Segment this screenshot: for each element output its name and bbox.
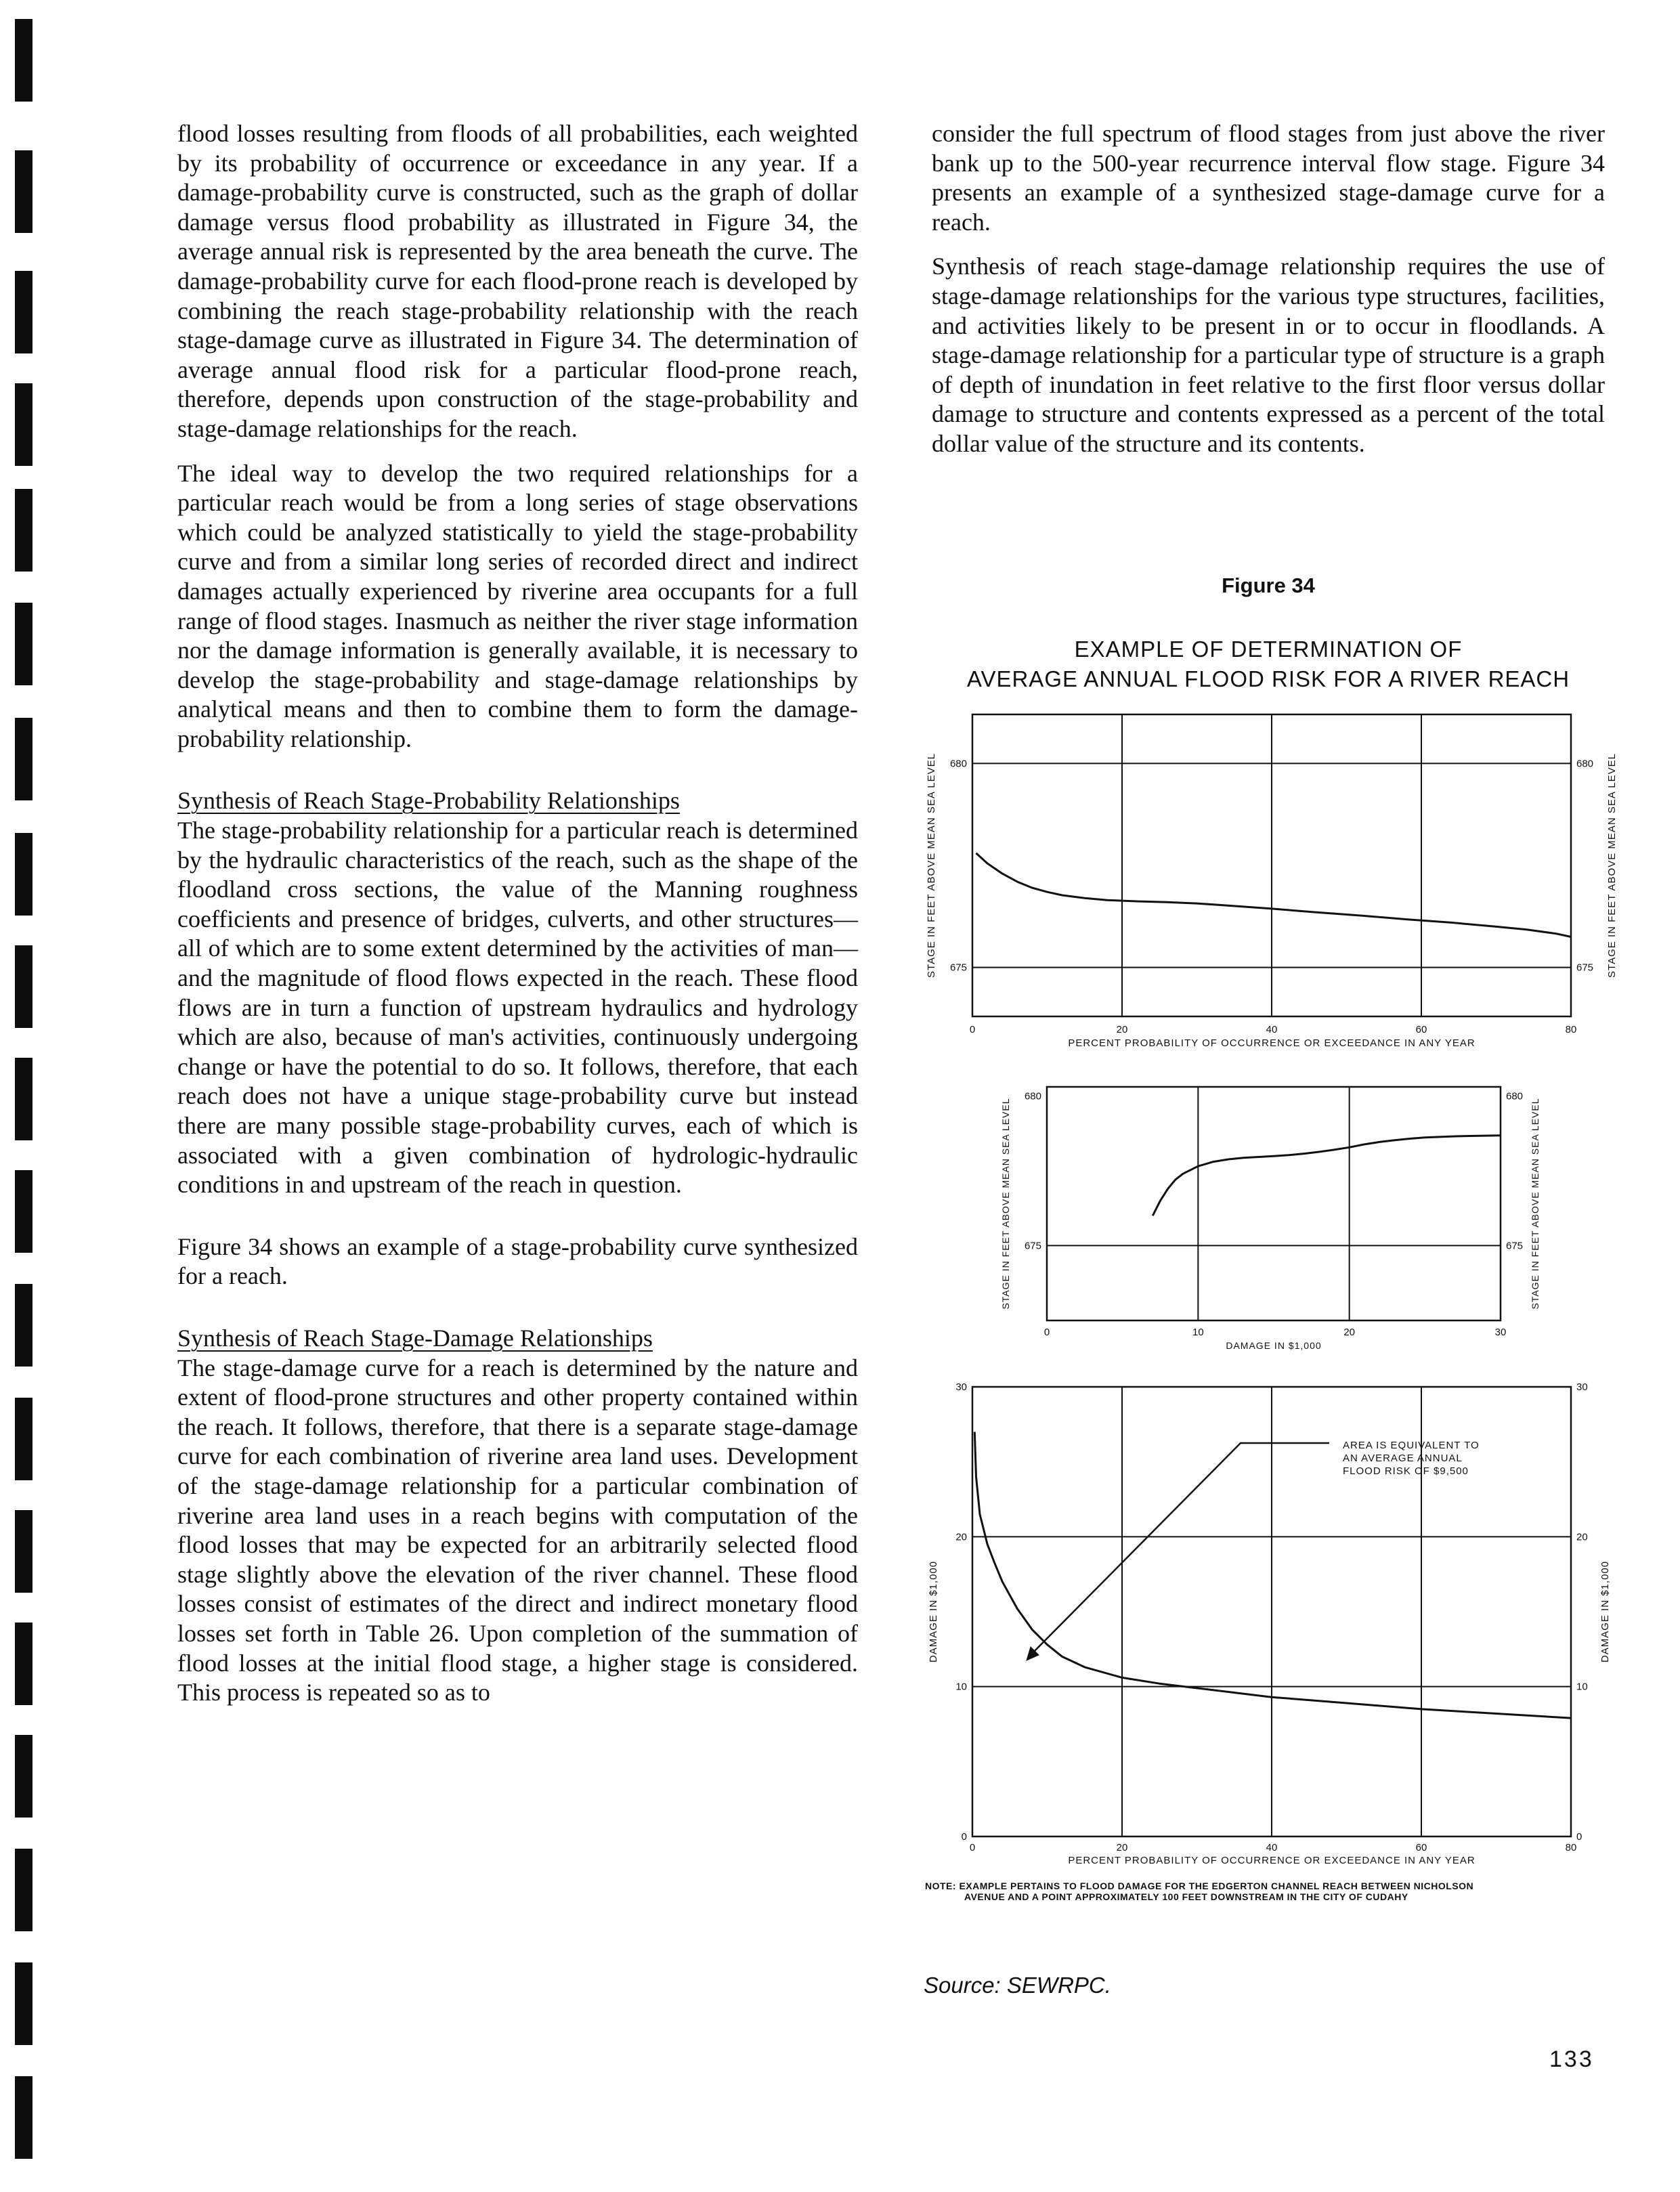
y-tick-label: 680 — [949, 758, 967, 770]
area-annotation — [1027, 1440, 1480, 1660]
figure-title-line: AVERAGE ANNUAL FLOOD RISK FOR A RIVER REACH — [966, 666, 1570, 691]
x-axis-label: PERCENT PROBABILITY OF OCCURRENCE OR EXCEEDANCE IN ANY YEAR — [1068, 1855, 1476, 1866]
x-tick-label: 30 — [1494, 1327, 1507, 1338]
x-tick-label: 20 — [1116, 1024, 1128, 1035]
y-tick-label: 30 — [955, 1381, 967, 1393]
section-heading: Synthesis of Reach Stage-Probability Relationships — [177, 787, 680, 815]
annotation-text: AN AVERAGE ANNUAL — [1343, 1453, 1463, 1464]
paragraph: The stage-damage curve for a reach is determined by the nature and extent of flood-prone structures and other property contained within the reach. It follows, therefore, that there is a separate stage-damage curve for each combination of riverine area land uses. Development of the stage-damage relationship for a particular combination of riverine area land uses in a reach begins with computation of the flood losses that may be expected for an arbitrarily selected flood stage slightly above the elevation of the river channel. These flood losses consist of estimates of the direct and indirect monetary flood losses set forth in Table 26. Upon completion of the summation of flood losses at the initial flood stage, a higher stage is considered. This process is repeated so as to — [177, 1354, 858, 1706]
figure-note — [925, 1881, 1473, 1902]
y-axis-label-right: STAGE IN FEET ABOVE MEAN SEA LEVEL — [1530, 1098, 1541, 1310]
y-tick-label-right: 0 — [1576, 1831, 1582, 1843]
y-tick-label: 675 — [1024, 1240, 1041, 1252]
y-tick-label-right: 680 — [1506, 1090, 1524, 1102]
figure-title-line: EXAMPLE OF DETERMINATION OF — [1074, 637, 1463, 662]
y-tick-label-right: 20 — [1576, 1531, 1588, 1543]
x-axis-label: PERCENT PROBABILITY OF OCCURRENCE OR EXCEEDANCE IN ANY YEAR — [1068, 1037, 1476, 1049]
note-text: AVENUE AND A POINT APPROXIMATELY 100 FEET DOWNSTREAM IN THE CITY OF CUDAHY — [964, 1891, 1408, 1902]
y-tick-label-right: 680 — [1576, 758, 1594, 770]
series-line — [1153, 1136, 1501, 1216]
annotation-text: AREA IS EQUIVALENT TO — [1343, 1440, 1480, 1451]
y-tick-label: 20 — [955, 1531, 967, 1543]
series-line — [976, 853, 1572, 937]
chart-stage-damage — [1000, 1087, 1541, 1351]
paragraph: consider the full spectrum of flood stages from just above the river bank up to the 500-year recurrence interval flow stage. Figure 34 presents an example of a synthesized stage-damage curve for a reach. — [932, 120, 1605, 236]
y-axis-label-right: STAGE IN FEET ABOVE MEAN SEA LEVEL — [1606, 753, 1618, 978]
page-number: 133 — [1549, 2046, 1594, 2072]
y-tick-label-right: 10 — [1576, 1681, 1588, 1693]
x-tick-label: 40 — [1266, 1024, 1278, 1035]
x-tick-label: 80 — [1565, 1842, 1577, 1853]
x-tick-label: 0 — [969, 1842, 976, 1853]
y-tick-label: 680 — [1024, 1090, 1041, 1102]
x-tick-label: 60 — [1415, 1842, 1427, 1853]
figure-label: Figure 34 — [1222, 574, 1315, 597]
note-text: NOTE: EXAMPLE PERTAINS TO FLOOD DAMAGE FOR THE EDGERTON CHANNEL REACH BETWEEN NICHOLSON — [925, 1881, 1474, 1891]
chart-stage-probability — [926, 714, 1618, 1049]
x-tick-label: 80 — [1565, 1024, 1577, 1035]
paragraph: The ideal way to develop the two required relationships for a particular reach would be from a long series of stage observations which could be analyzed statistically to yield the stage-probability curve and from a similar long series of recorded direct and indirect damages actually experienced by riverine area occupants for a full range of flood stages. Inasmuch as neither the river stage information nor the damage information is generally available, it is necessary to develop the stage-probability and stage-damage relationships by analytical means and then to combine them to form the damage-probability relationship. — [177, 459, 858, 752]
y-tick-label-right: 675 — [1576, 962, 1594, 974]
y-axis-label: STAGE IN FEET ABOVE MEAN SEA LEVEL — [1000, 1098, 1011, 1310]
y-axis-label: STAGE IN FEET ABOVE MEAN SEA LEVEL — [926, 753, 937, 978]
y-axis-label: DAMAGE IN $1,000 — [928, 1560, 939, 1663]
y-tick-label-right: 675 — [1506, 1240, 1524, 1252]
y-axis-label-right: DAMAGE IN $1,000 — [1599, 1560, 1611, 1663]
x-axis-label: DAMAGE IN $1,000 — [1226, 1340, 1322, 1351]
paragraph: Synthesis of reach stage-damage relationship requires the use of stage-damage relationships for the various type structures, facilities, and activities likely to be present in or to occur in floodlands. A stage-damage relationship for a particular type of structure is a graph of depth of inundation in feet relative to the first floor versus dollar damage to structure and contents expressed as a percent of the total dollar value of the structure and its contents. — [932, 253, 1605, 457]
y-tick-label-right: 30 — [1576, 1381, 1588, 1393]
section-heading: Synthesis of Reach Stage-Damage Relationships — [177, 1324, 653, 1352]
chart-damage-probability — [928, 1381, 1611, 1866]
x-tick-label: 20 — [1343, 1327, 1356, 1338]
x-tick-label: 20 — [1116, 1842, 1128, 1853]
x-tick-label: 40 — [1266, 1842, 1278, 1853]
x-tick-label: 0 — [1043, 1327, 1050, 1338]
x-tick-label: 0 — [969, 1024, 976, 1035]
chart-frame — [1047, 1087, 1501, 1320]
annotation-text: FLOOD RISK OF $9,500 — [1343, 1465, 1469, 1477]
figure-source: Source: SEWRPC. — [924, 1973, 1111, 1998]
annotation-leader-line — [1029, 1443, 1329, 1656]
paragraph: The stage-probability relationship for a particular reach is determined by the hydraulic characteristics of the reach, such as the shape of the floodland cross sections, the value of the Manning roughness coefficients and presence of bridges, culverts, and other structures—all of which are to some extent determined by the activities of man—and the magnitude of flood flows expected in the reach. These flood flows are in turn a function of upstream hydraulics and hydrology which are also, because of man's activities, continuously undergoing change or have the potential to do so. It follows, therefore, that each reach does not have a unique stage-probability curve but instead there are many possible stage-probability curves, each of which is associated with a given combination of hydrologic-hydraulic conditions in and upstream of the reach in question. — [177, 817, 858, 1199]
paragraph: flood losses resulting from floods of all probabilities, each weighted by its probability of occurrence or exceedance in any year. If a damage-probability curve is constructed, such as the graph of dollar damage versus flood probability as illustrated in Figure 34, the average annual risk is represented by the area beneath the curve. The damage-probability curve for each flood-prone reach is developed by combining the reach stage-probability relationship with the reach stage-damage curve as illustrated in Figure 34. The determination of average annual flood risk for a particular flood-prone reach, therefore, depends upon construction of the stage-probability and stage-damage relationships for the reach. — [177, 120, 858, 442]
y-tick-label: 675 — [949, 962, 967, 974]
x-tick-label: 10 — [1192, 1327, 1204, 1338]
y-tick-label: 10 — [955, 1681, 967, 1693]
paragraph: Figure 34 shows an example of a stage-probability curve synthesized for a reach. — [177, 1232, 858, 1290]
y-tick-label: 0 — [961, 1831, 967, 1843]
x-tick-label: 60 — [1415, 1024, 1427, 1035]
series-line — [974, 1432, 1571, 1718]
